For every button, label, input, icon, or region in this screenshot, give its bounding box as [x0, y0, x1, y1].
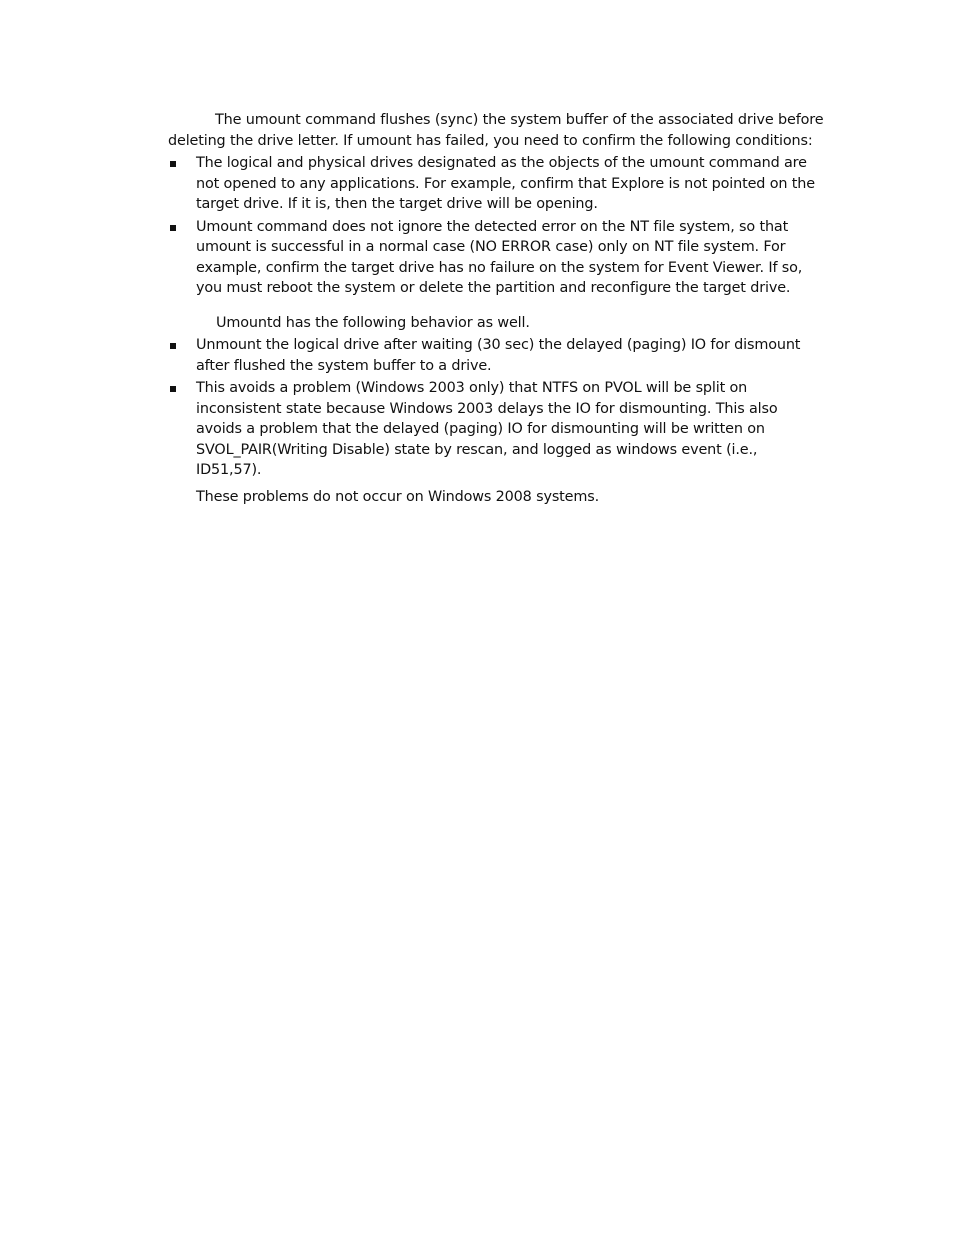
square-bullet-icon	[170, 225, 176, 231]
list-item-text: Unmount the logical drive after waiting (30 sec) the delayed (paging) IO for dismount after flushed the system buffer to a drive.	[196, 337, 801, 374]
list-item	[168, 378, 824, 481]
behaviors-list	[168, 335, 824, 481]
document-page	[168, 110, 824, 507]
square-bullet-icon	[170, 161, 176, 167]
list-item	[168, 217, 824, 299]
intro-paragraph: The umount command flushes (sync) the system buffer of the associated drive before deleting the drive letter. If umount has failed, you need to confirm the following conditions:	[168, 112, 824, 149]
square-bullet-icon	[170, 386, 176, 392]
list-item	[168, 153, 824, 215]
behavior-intro-paragraph: Umountd has the following behavior as well.	[216, 314, 530, 331]
list-item-text: This avoids a problem (Windows 2003 only) that NTFS on PVOL will be split on inconsistent state because Windows 2003 delays the IO for dismounting. This also avoids a problem that the delayed (paging) IO for dismounting will be written on SVOL_PAIR(Writing Disable) state by rescan, and logged as windows event (i.e., ID51,57).	[196, 380, 778, 478]
list-item-text: The logical and physical drives designated as the objects of the umount command are not opened to any applications. For example, confirm that Explore is not pointed on the target drive. If it is, then the target drive will be opening.	[196, 155, 815, 212]
conditions-list	[168, 153, 824, 299]
list-item-text: Umount command does not ignore the detected error on the NT file system, so that umount is successful in a normal case (NO ERROR case) only on NT file system. For example, confirm the target drive has no failure on the system for Event Viewer. If so, you must reboot the system or delete the partition and reconfigure the target drive.	[196, 218, 803, 296]
list-item	[168, 335, 824, 376]
square-bullet-icon	[170, 343, 176, 349]
note-paragraph: These problems do not occur on Windows 2008 systems.	[196, 488, 600, 505]
